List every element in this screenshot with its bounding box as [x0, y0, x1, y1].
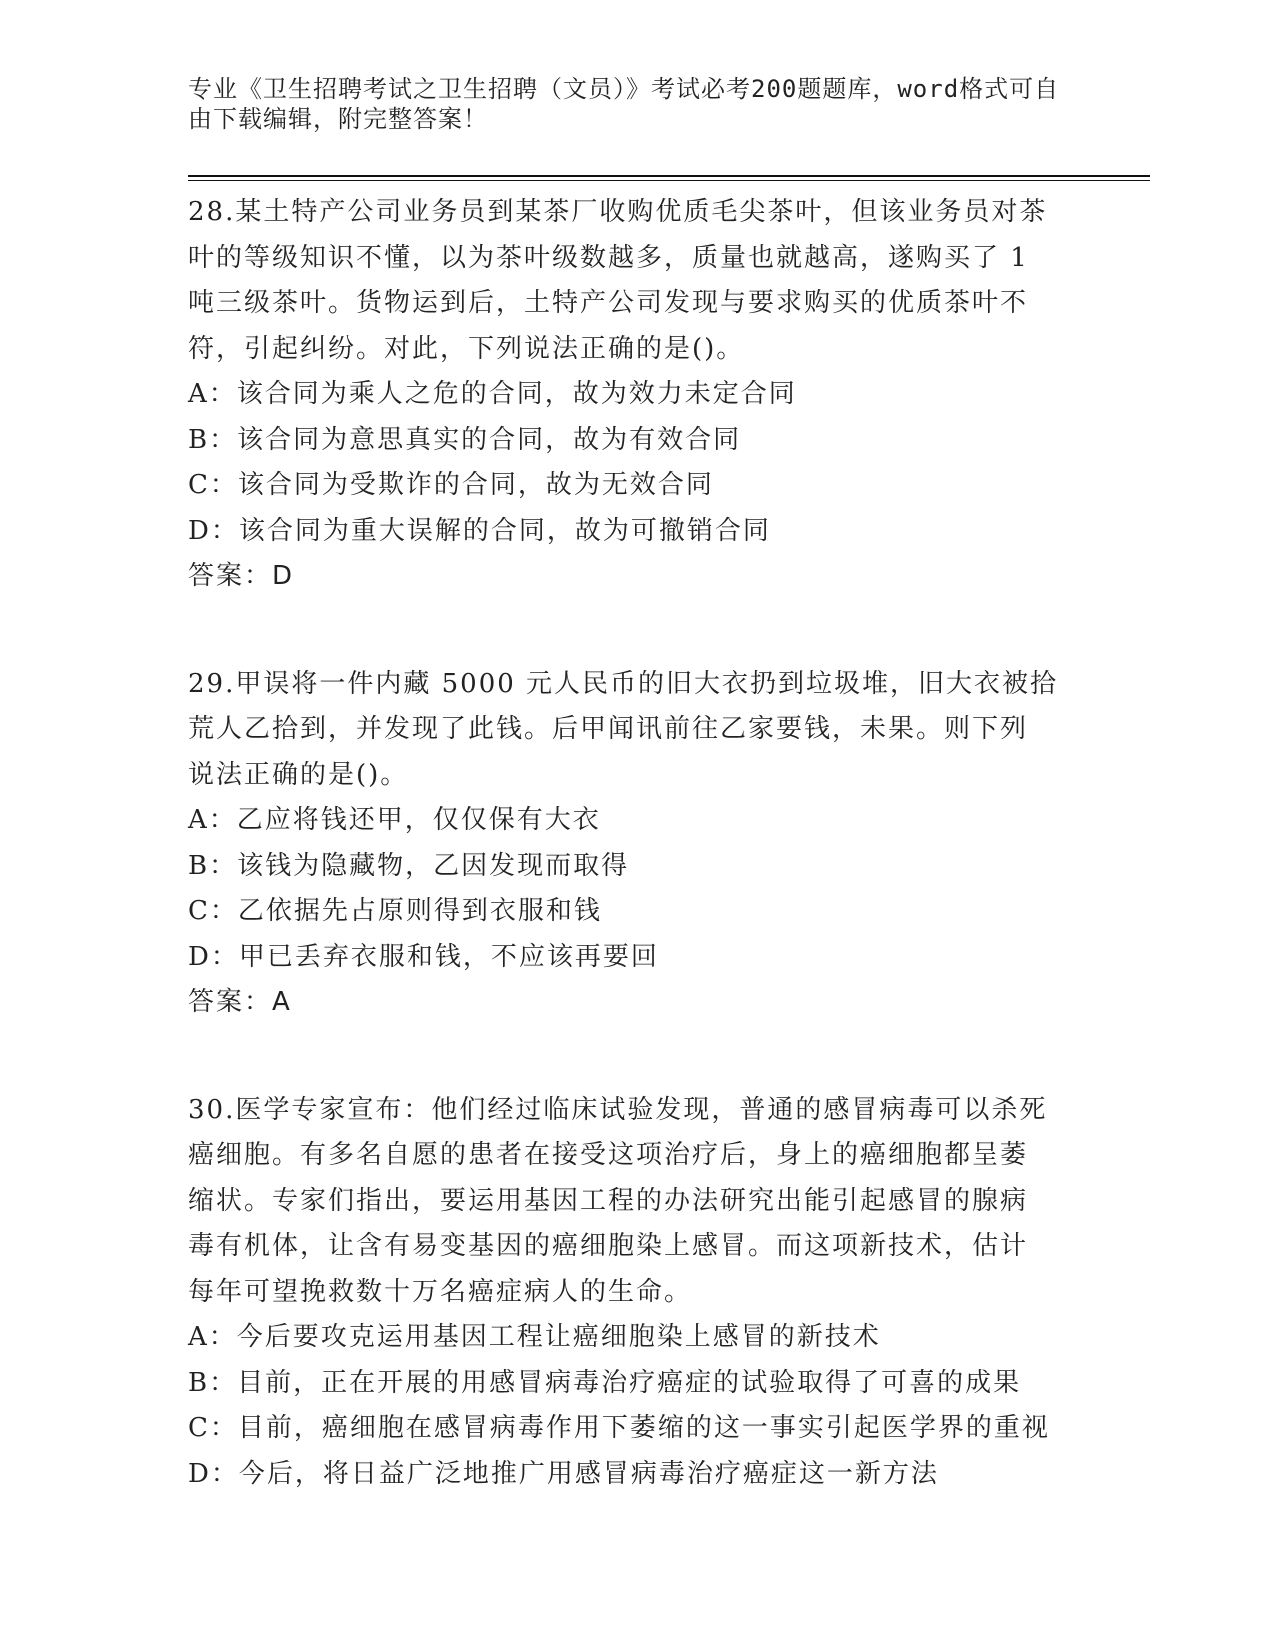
option-d: D：该合同为重大误解的合同，故为可撤销合同	[188, 515, 771, 546]
option-a: A：今后要攻克运用基因工程让癌细胞染上感冒的新技术	[188, 1322, 881, 1352]
answer-line: 答案：A	[188, 987, 292, 1017]
question-list	[188, 190, 1088, 1497]
option-c: C：目前，癌细胞在感冒病毒作用下萎缩的这一事实引起医学界的重视	[188, 1413, 1050, 1443]
question-29	[188, 662, 1088, 1026]
question-text-line: 说法正确的是()。	[188, 759, 409, 790]
question-30	[188, 1088, 1088, 1498]
question-text-line: 荒人乙拾到，并发现了此钱。后甲闻讯前往乙家要钱，未果。则下列	[188, 714, 1029, 744]
document-header	[188, 74, 1068, 134]
question-text-line: 29.甲误将一件内藏 5000 元人民币的旧大衣扔到垃圾堆，旧大衣被拾	[188, 668, 1059, 699]
option-d: D：今后，将日益广泛地推广用感冒病毒治疗癌症这一新方法	[188, 1458, 939, 1489]
question-28	[188, 190, 1088, 600]
option-b: B：该钱为隐藏物，乙因发现而取得	[188, 850, 630, 881]
question-text-line: 吨三级茶叶。货物运到后，土特产公司发现与要求购买的优质茶叶不	[188, 288, 1029, 318]
question-text-line: 毒有机体，让含有易变基因的癌细胞染上感冒。而这项新技术，估计	[188, 1231, 1029, 1261]
answer-line: 答案：D	[188, 561, 295, 591]
header-line-1: 专业《卫生招聘考试之卫生招聘（文员）》考试必考200题题库，word格式可自	[188, 75, 1060, 103]
question-text-line: 28.某土特产公司业务员到某茶厂收购优质毛尖茶叶，但该业务员对茶	[188, 197, 1048, 227]
question-text-line: 缩状。专家们指出，要运用基因工程的办法研究出能引起感冒的腺病	[188, 1185, 1029, 1216]
question-text-line: 叶的等级知识不懂，以为茶叶级数越多，质量也就越高，遂购买了 1	[188, 242, 1029, 273]
option-b: B：目前，正在开展的用感冒病毒治疗癌症的试验取得了可喜的成果	[188, 1367, 1022, 1398]
option-a: A：该合同为乘人之危的合同，故为效力未定合同	[188, 379, 797, 409]
header-divider-thin	[188, 180, 1150, 181]
question-text-line: 30.医学专家宣布：他们经过临床试验发现，普通的感冒病毒可以杀死	[188, 1094, 1048, 1125]
option-c: C：该合同为受欺诈的合同，故为无效合同	[188, 470, 714, 500]
header-divider-thick	[188, 175, 1150, 177]
question-text-line: 符，引起纠纷。对此，下列说法正确的是()。	[188, 333, 745, 364]
option-b: B：该合同为意思真实的合同，故为有效合同	[188, 424, 742, 455]
header-line-2: 由下载编辑，附完整答案！	[188, 105, 488, 133]
option-d: D：甲已丢弃衣服和钱，不应该再要回	[188, 941, 659, 972]
question-spacer	[188, 1026, 1088, 1088]
question-text-line: 癌细胞。有多名自愿的患者在接受这项治疗后，身上的癌细胞都呈萎	[188, 1140, 1029, 1170]
question-text-line: 每年可望挽救数十万名癌症病人的生命。	[188, 1276, 693, 1307]
question-spacer	[188, 600, 1088, 662]
option-c: C：乙依据先占原则得到衣服和钱	[188, 896, 602, 926]
option-a: A：乙应将钱还甲，仅仅保有大衣	[188, 805, 601, 835]
